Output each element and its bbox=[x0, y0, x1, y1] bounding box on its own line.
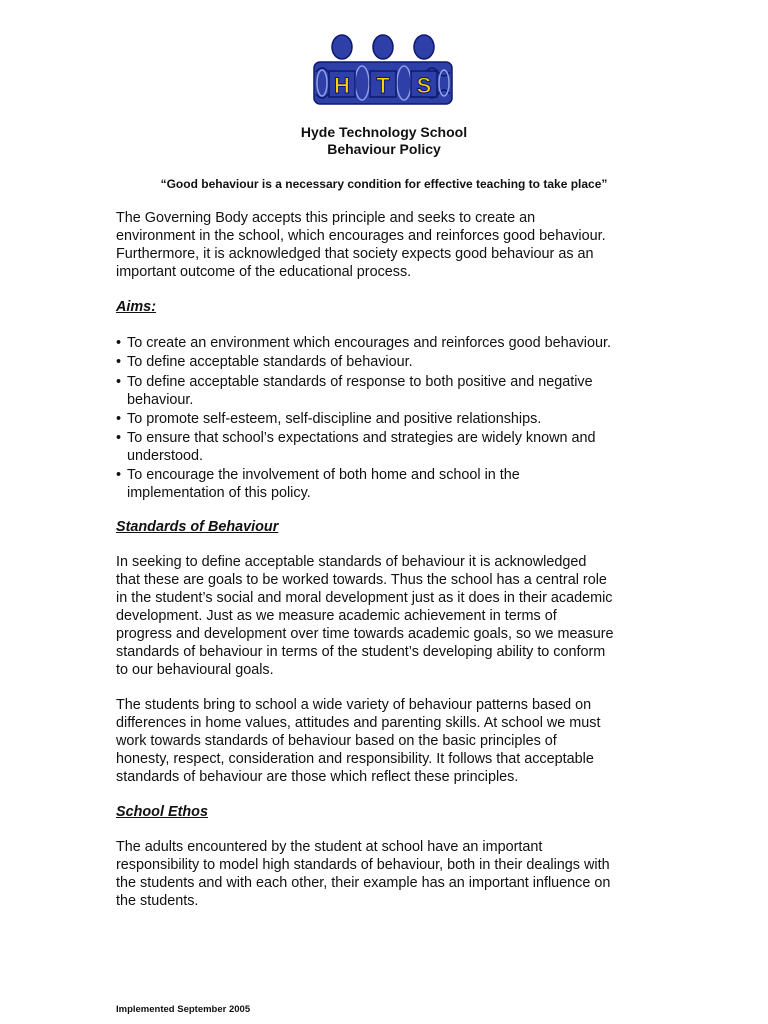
logo-letter-s: S bbox=[416, 73, 432, 98]
aims-list bbox=[116, 334, 676, 504]
paragraph-line: the students. bbox=[116, 893, 199, 909]
paragraph-line: in the student’s social and moral development just as it does in their academic bbox=[116, 590, 613, 606]
paragraph-line: work towards standards of behaviour based on the basic principles of bbox=[116, 733, 557, 749]
standards-heading: Standards of Behaviour bbox=[116, 519, 279, 535]
policy-quote: “Good behaviour is a necessary condition for effective teaching to take place” bbox=[160, 177, 608, 191]
logo-figure-head-3 bbox=[414, 35, 434, 59]
bullet-icon: • bbox=[116, 354, 122, 371]
logo-letter-t: T bbox=[376, 73, 390, 98]
intro-line: Furthermore, it is acknowledged that society expects good behaviour as an bbox=[116, 246, 594, 262]
bullet-icon: • bbox=[116, 410, 122, 427]
aims-list-item bbox=[116, 373, 676, 409]
aims-list-item bbox=[116, 334, 676, 352]
logo-figure-head-1 bbox=[332, 35, 352, 59]
paragraph-line: to our behavioural goals. bbox=[116, 662, 274, 678]
paragraph-line: responsibility to model high standards of behaviour, both in their dealings with bbox=[116, 857, 610, 873]
aims-item-line: To define acceptable standards of behaviour. bbox=[127, 354, 413, 371]
logo-figure-head-2 bbox=[373, 35, 393, 59]
aims-item-line: understood. bbox=[127, 448, 204, 465]
aims-heading: Aims: bbox=[116, 299, 156, 315]
intro-line: The Governing Body accepts this principle and seeks to create an bbox=[116, 210, 536, 226]
bullet-icon: • bbox=[116, 335, 122, 351]
aims-item-line: To define acceptable standards of response to both positive and negative bbox=[127, 373, 593, 390]
ethos-heading: School Ethos bbox=[116, 804, 208, 820]
intro-line: environment in the school, which encourages and reinforces good behaviour. bbox=[116, 228, 606, 244]
intro-paragraph bbox=[116, 209, 666, 281]
aims-item-line: implementation of this policy. bbox=[127, 485, 311, 502]
aims-item-line: behaviour. bbox=[127, 391, 194, 408]
aims-item-line: To encourage the involvement of both home and school in the bbox=[127, 467, 520, 484]
aims-item-line: To ensure that school’s expectations and strategies are widely known and bbox=[127, 430, 596, 447]
paragraph-line: standards of behaviour are those which reflect these principles. bbox=[116, 769, 519, 785]
bullet-icon: • bbox=[116, 430, 122, 447]
school-logo bbox=[312, 34, 454, 108]
logo-letter-h: H bbox=[334, 73, 350, 98]
paragraph-line: standards of behaviour in terms of the student’s developing ability to conform bbox=[116, 644, 606, 660]
standards-paragraph-2 bbox=[116, 696, 676, 786]
paragraph-line: development. Just as we measure academic achievement in terms of bbox=[116, 608, 557, 624]
aims-item-line: To create an environment which encourages and reinforces good behaviour. bbox=[127, 335, 611, 351]
ethos-paragraph bbox=[116, 838, 676, 910]
bullet-icon: • bbox=[116, 373, 122, 390]
paragraph-line: The students bring to school a wide variety of behaviour patterns based on bbox=[116, 697, 592, 713]
bullet-icon: • bbox=[116, 467, 122, 484]
paragraph-line: progress and development over time towards academic goals, so we measure bbox=[116, 626, 614, 642]
paragraph-line: that these are goals to be worked towards. Thus the school has a central role bbox=[116, 572, 607, 588]
paragraph-line: honesty, respect, consideration and responsibility. It follows that acceptable bbox=[116, 751, 594, 767]
intro-line: important outcome of the educational process. bbox=[116, 264, 412, 280]
aims-item-line: To promote self-esteem, self-discipline and positive relationships. bbox=[127, 410, 542, 427]
school-name: Hyde Technology School bbox=[300, 124, 468, 140]
paragraph-line: In seeking to define acceptable standards of behaviour it is acknowledged bbox=[116, 554, 587, 570]
aims-list-item bbox=[116, 410, 676, 428]
standards-paragraph-1 bbox=[116, 553, 676, 679]
footer-implemented-date: Implemented September 2005 bbox=[116, 1004, 251, 1015]
paragraph-line: differences in home values, attitudes and parenting skills. At school we must bbox=[116, 715, 601, 731]
paragraph-line: the students and with each other, their example has an important influence on bbox=[116, 875, 611, 891]
document-title bbox=[0, 124, 768, 158]
aims-list-item bbox=[116, 353, 676, 371]
paragraph-line: The adults encountered by the student at school have an important bbox=[116, 839, 543, 855]
aims-list-item bbox=[116, 429, 676, 465]
aims-list-item bbox=[116, 466, 676, 502]
policy-title: Behaviour Policy bbox=[327, 141, 441, 157]
